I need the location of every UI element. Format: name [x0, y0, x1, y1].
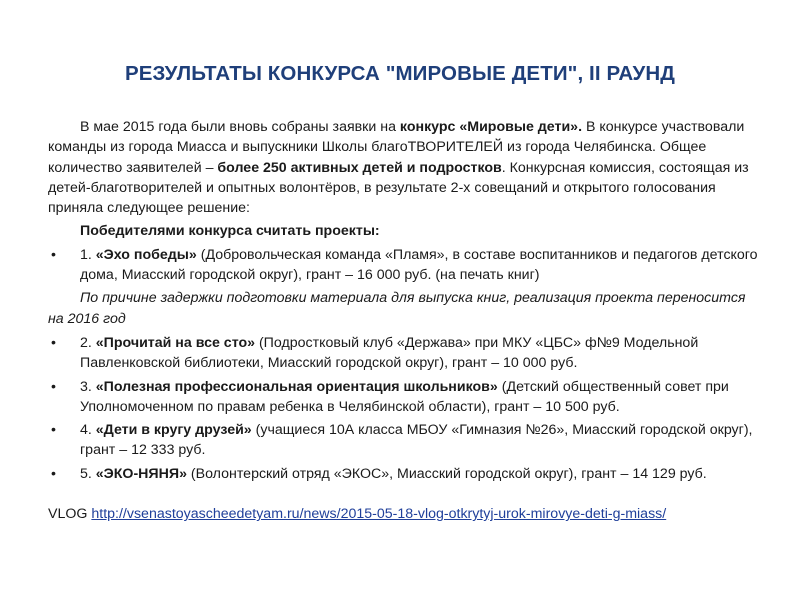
- vlog-label: VLOG: [48, 506, 92, 523]
- bullet-icon: •: [51, 378, 56, 395]
- intro-bold-count: более 250 активных детей и подростков: [217, 159, 502, 176]
- intro-bold-contest: конкурс «Мировые дети».: [399, 119, 583, 135]
- project-list-1: [48, 245, 760, 286]
- bullet-icon: •: [51, 465, 56, 482]
- intro-paragraph: [48, 117, 760, 218]
- bullet-icon: •: [51, 422, 56, 439]
- winners-heading-text: Победителями конкурса считать проекты:: [80, 223, 380, 240]
- project-number: 5.: [80, 465, 96, 482]
- intro-text-3: . Конкурсная комиссия, состоящая из детей-благотворителей и опытных волонтёров, в результате 2-х совещаний и открытого голосования приняла следующее решение:: [48, 159, 749, 217]
- project-name: «Прочитай на все сто»: [95, 334, 256, 351]
- project-desc: (Волонтерский отряд «ЭКОС», Миасский городской округ), грант – 14 129 руб.: [186, 465, 707, 482]
- project-number: 3.: [80, 378, 96, 395]
- project-desc: (Детский общественный совет при Уполномоченном по правам ребенка в Челябинской области), грант – 10 500 руб.: [80, 378, 729, 415]
- page-title: РЕЗУЛЬТАТЫ КОНКУРСА "МИРОВЫЕ ДЕТИ", II РАУНД: [124, 62, 676, 85]
- project-number: 2.: [80, 334, 96, 351]
- project-number: 1.: [80, 246, 96, 263]
- intro-text-1: В мае 2015 года были вновь собраны заявки на: [80, 119, 400, 135]
- list-item-project-2: [48, 333, 760, 374]
- winners-heading: [48, 221, 760, 241]
- project-desc: (Добровольческая команда «Пламя», в составе воспитанников и педагогов детского дома, Миасский городской округ), грант – 16 000 руб. (на печать книг): [80, 246, 758, 284]
- project-list-2: [48, 333, 760, 484]
- project-name: «Эхо победы»: [95, 246, 197, 263]
- list-item-project-1: [48, 245, 760, 286]
- slide-body: [48, 117, 760, 524]
- bullet-icon: •: [51, 246, 56, 263]
- list-item-project-4: [48, 420, 760, 461]
- vlog-link[interactable]: http://vsenastoyascheedetyam.ru/news/2015-05-18-vlog-otkrytyj-urok-mirovye-deti-g-miass/: [91, 506, 667, 523]
- project-number: 4.: [80, 422, 96, 439]
- project-name: «Дети в кругу друзей»: [95, 422, 252, 439]
- list-item-project-3: [48, 377, 760, 418]
- project-name: «Полезная профессиональная ориентация школьников»: [95, 378, 498, 395]
- project-name: «ЭКО-НЯНЯ»: [95, 465, 187, 482]
- project-desc: (учащиеся 10А класса МБОУ «Гимназия №26», Миасский городской округ), грант – 12 333 руб.: [80, 422, 753, 459]
- bullet-icon: •: [51, 334, 56, 351]
- list-item-project-5: [48, 464, 760, 484]
- intro-text-2: В конкурсе участвовали команды из города Миасса и выпускники Школы благоТВОРИТЕЛЕЙ из города Челябинска. Общее количество заявителей –: [48, 119, 745, 176]
- vlog-line: [48, 504, 760, 524]
- postpone-note: По причине задержки подготовки материала для выпуска книг, реализация проекта переносится на 2016 год: [48, 290, 746, 327]
- project-desc: (Подростковый клуб «Держава» при МКУ «ЦБС» ф№9 Модельной Павленковской библиотеки, Миасский городской округ), грант – 10 000 руб.: [80, 334, 699, 372]
